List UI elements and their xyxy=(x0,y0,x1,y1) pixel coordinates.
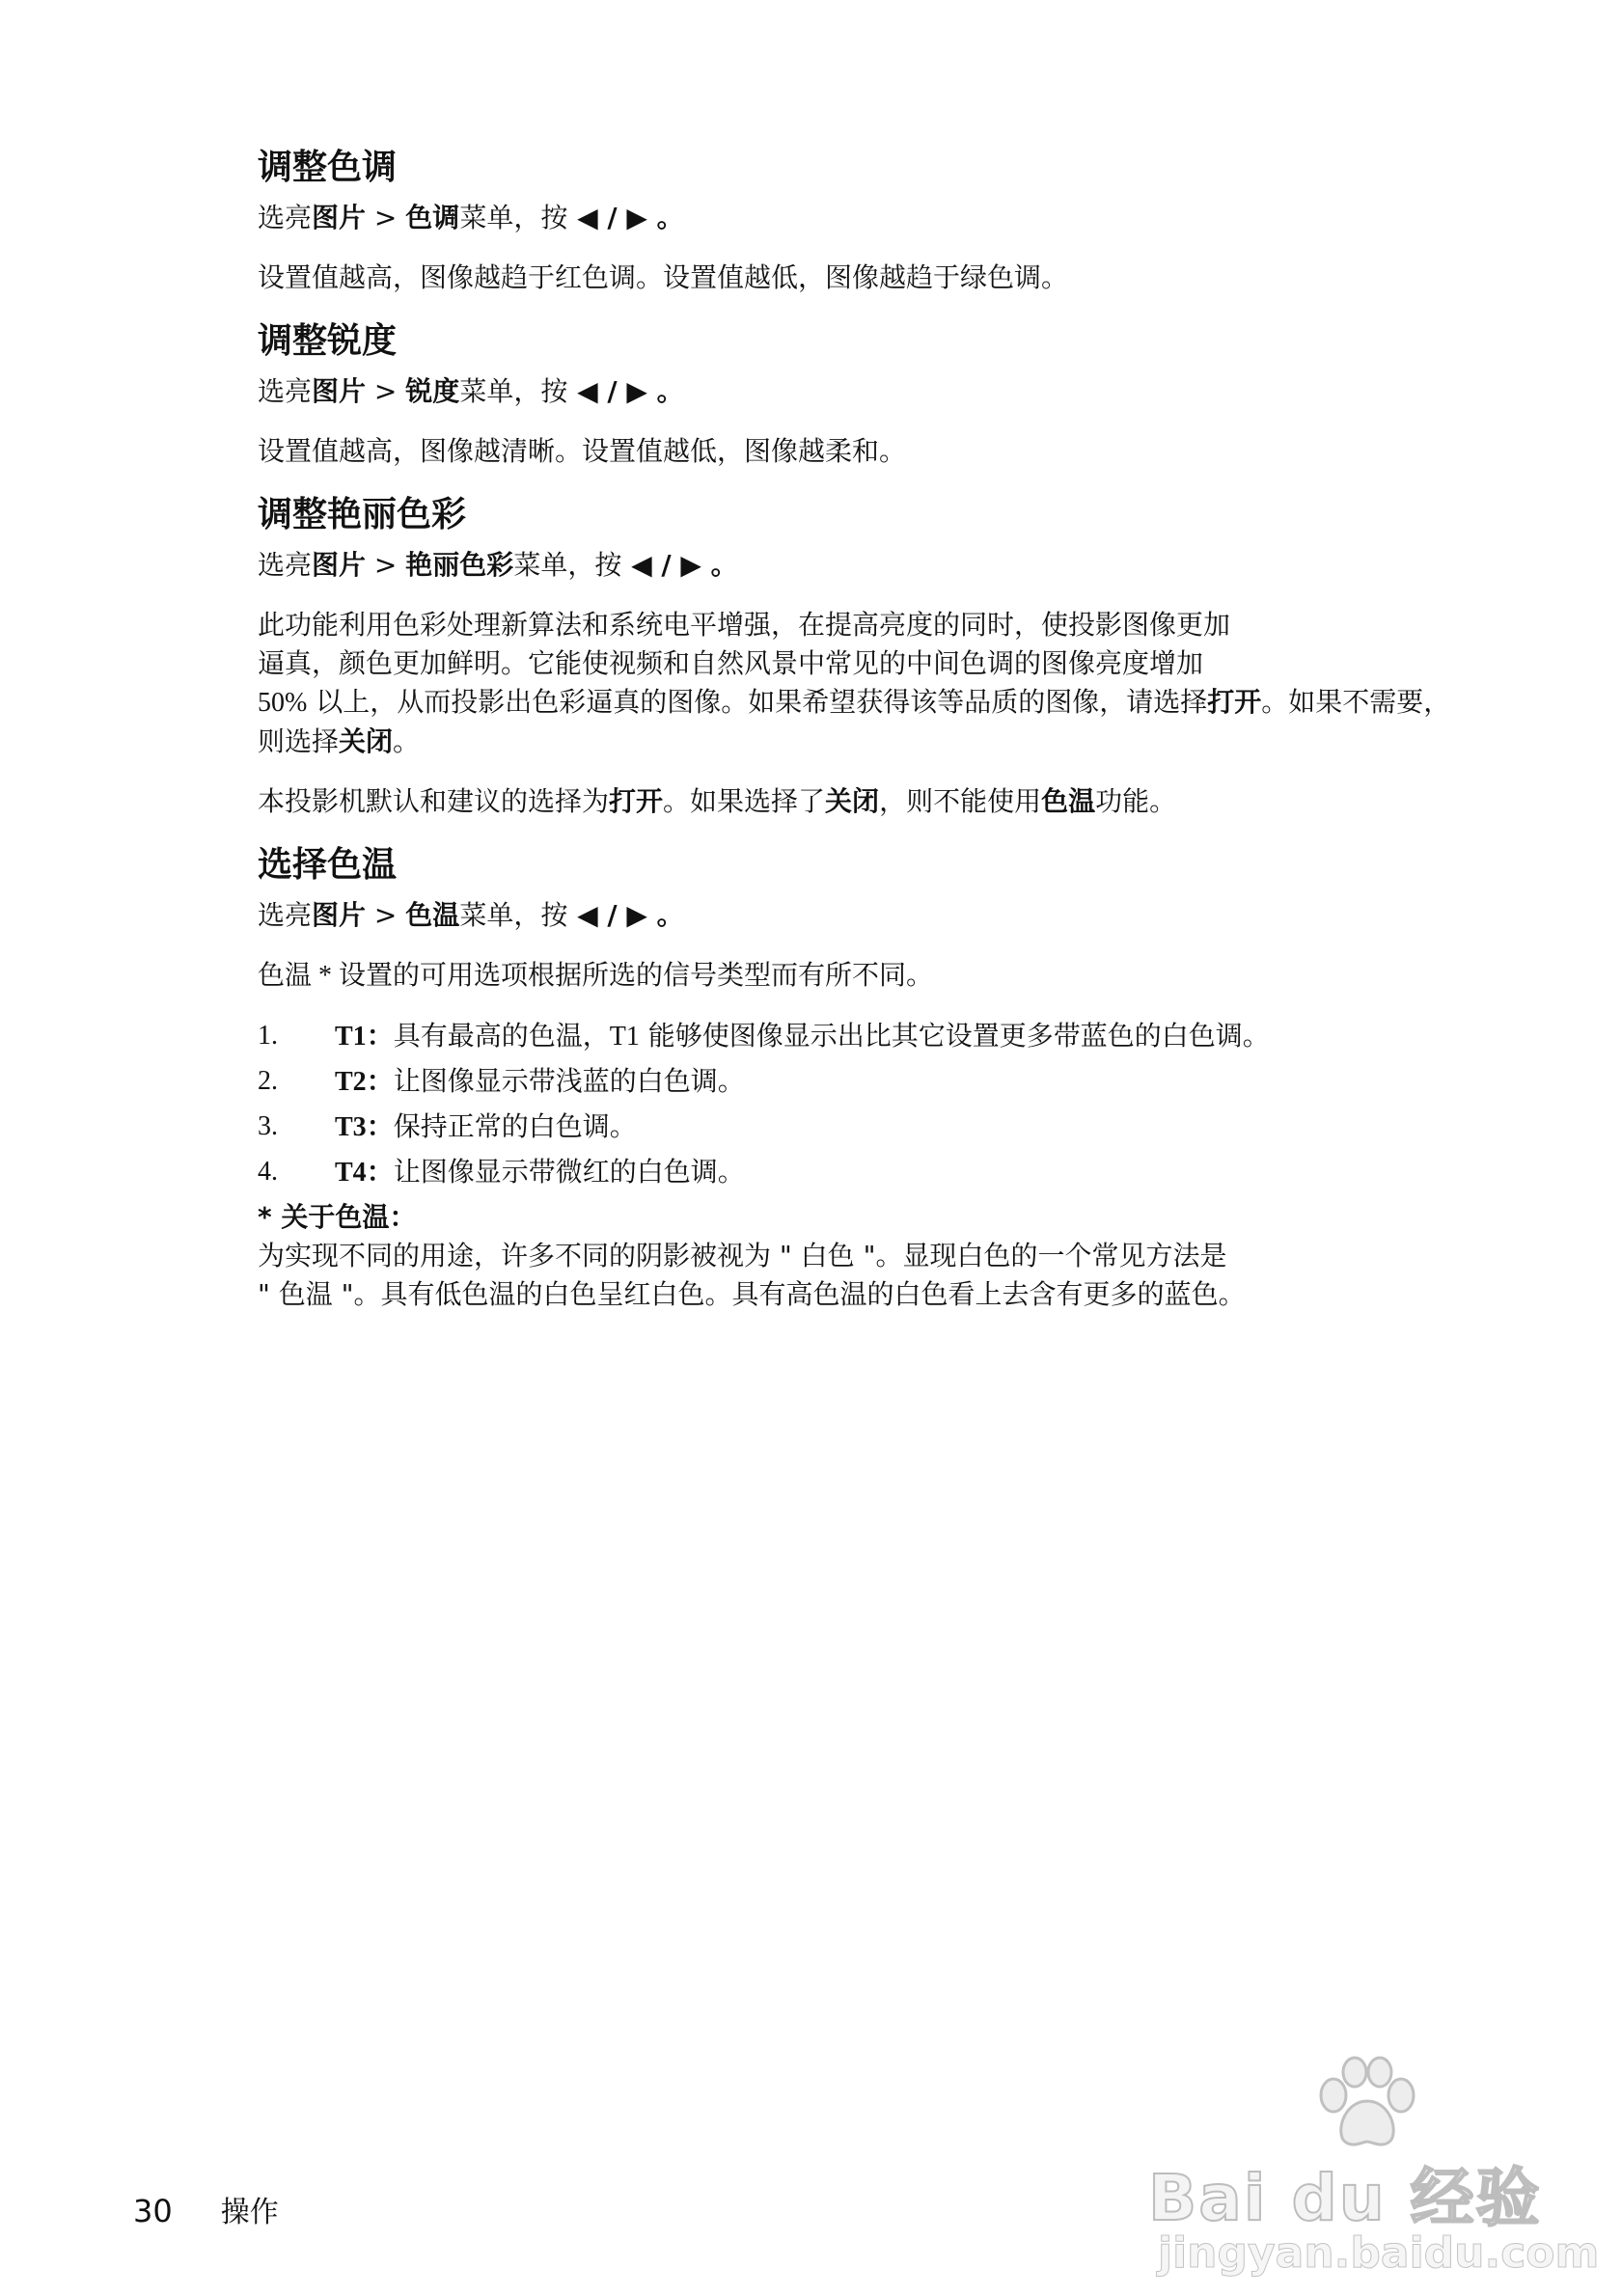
list-item: 2. T2：让图像显示带浅蓝的白色调。 xyxy=(258,1065,745,1097)
section-title-hue: 调整色调 xyxy=(258,148,398,187)
page-footer xyxy=(133,2188,279,2230)
section-title-brilliant-color: 调整艳丽色彩 xyxy=(258,495,467,534)
note-title: * 关于色温： xyxy=(258,1201,417,1233)
watermark-url: jingyan.baidu.com xyxy=(1158,2228,1600,2278)
paw-icon xyxy=(1312,2055,1418,2151)
baidu-watermark xyxy=(1148,2055,1600,2286)
nav-instruction-sharpness: 选亮图片 > 锐度菜单，按 ◀ / ▶ 。 xyxy=(258,375,684,407)
paragraph-brilliant-color-description: 此功能利用色彩处理新算法和系统电平增强，在提高亮度的同时，使投影图像更加 逼真，颜色更加鲜明。它能使视频和自然风景中常见的中间色调的图像亮度增加 50% 以上，从而投影出色彩逼真的图像。如果希望获得该等品质的图像，请选择打开。如果不需要，则选择关闭。 xyxy=(258,609,1451,757)
watermark-brand: Bai du 经验 xyxy=(1148,2161,1542,2235)
nav-instruction-hue: 选亮图片 > 色调菜单，按 ◀ / ▶ 。 xyxy=(258,202,684,233)
nav-instruction-color-temperature: 选亮图片 > 色温菜单，按 ◀ / ▶ 。 xyxy=(258,899,684,931)
note-body: 为实现不同的用途，许多不同的阴影被视为 " 白色 "。显现白色的一个常见方法是 " 色温 "。具有低色温的白色呈红白色。具有高色温的白色看上去含有更多的蓝色。 xyxy=(258,1240,1246,1310)
section-title-sharpness: 调整锐度 xyxy=(258,321,398,361)
paragraph-color-temperature-intro: 色温 * 设置的可用选项根据所选的信号类型而有所不同。 xyxy=(258,959,934,991)
page-number: 30 xyxy=(133,2193,173,2229)
footer-section-name: 操作 xyxy=(220,2196,279,2229)
section-title-color-temperature: 选择色温 xyxy=(258,845,398,885)
paragraph-brilliant-color-default: 本投影机默认和建议的选择为打开。如果选择了关闭，则不能使用色温功能。 xyxy=(258,785,1177,817)
nav-instruction-brilliant-color: 选亮图片 > 艳丽色彩菜单，按 ◀ / ▶ 。 xyxy=(258,549,738,581)
paragraph-sharpness: 设置值越高，图像越清晰。设置值越低，图像越柔和。 xyxy=(258,435,907,467)
paragraph-hue: 设置值越高，图像越趋于红色调。设置值越低，图像越趋于绿色调。 xyxy=(258,261,1069,293)
list-item: 1. T1：具有最高的色温，T1 能够使图像显示出比其它设置更多带蓝色的白色调。 xyxy=(258,1020,1270,1052)
list-item: 4. T4：让图像显示带微红的白色调。 xyxy=(258,1156,745,1188)
color-temperature-list xyxy=(258,1017,1464,1192)
list-item: 3. T3：保持正常的白色调。 xyxy=(258,1110,637,1142)
document-body xyxy=(258,145,1464,1314)
